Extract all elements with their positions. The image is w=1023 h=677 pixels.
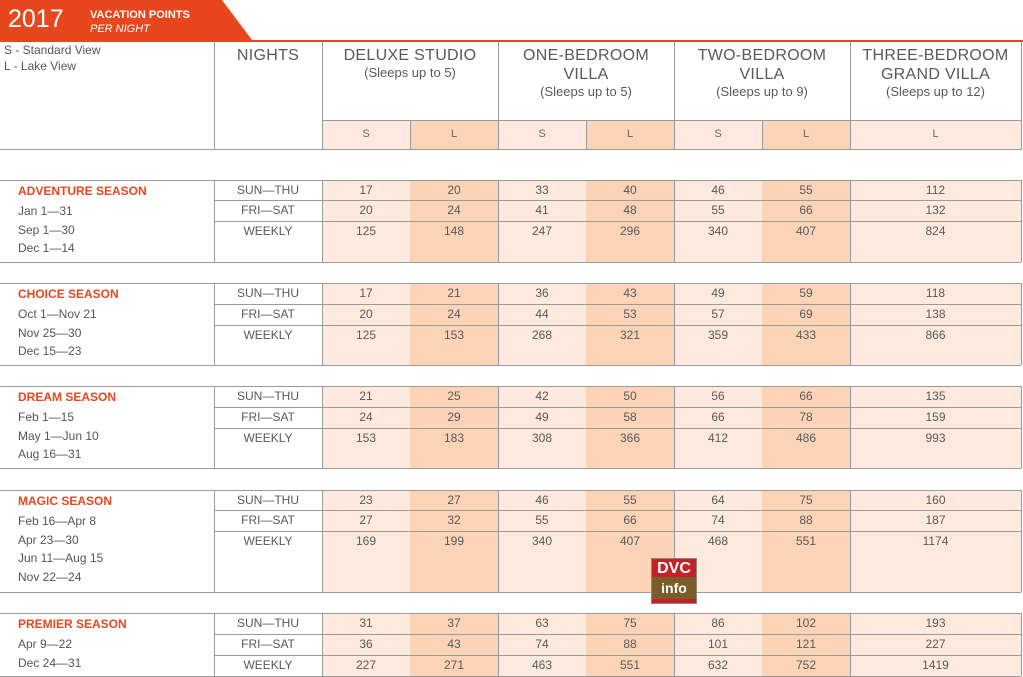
points-value: 24	[359, 410, 373, 424]
grid-hline	[0, 283, 1021, 284]
grid-hline	[0, 365, 1021, 366]
points-value: 55	[623, 493, 637, 507]
view-code: L	[450, 128, 458, 140]
grid-hline	[0, 592, 1021, 593]
points-value: 24	[447, 307, 461, 321]
grid-hline	[214, 407, 1021, 408]
points-value: 44	[535, 307, 549, 321]
points-value: 59	[799, 286, 813, 300]
points-value: 57	[711, 307, 725, 321]
grid-hline	[322, 120, 1021, 121]
view-code: S	[714, 128, 722, 140]
points-value: 101	[707, 637, 729, 651]
grid-hline	[0, 386, 1021, 387]
grid-vline	[1021, 283, 1022, 365]
points-value: 66	[711, 410, 725, 424]
points-value: 36	[535, 286, 549, 300]
points-value: 41	[535, 203, 549, 217]
points-value: 551	[619, 658, 641, 672]
points-value: 24	[447, 203, 461, 217]
points-value: 468	[707, 534, 729, 548]
badge-year: 2017	[8, 5, 64, 33]
grid-vline	[410, 120, 411, 150]
view-code: L	[802, 128, 810, 140]
points-value: 31	[359, 616, 373, 630]
points-value: 153	[443, 328, 465, 342]
points-value: 125	[355, 328, 377, 342]
season-date: Dec 15—23	[18, 344, 82, 358]
badge-title: VACATION POINTS	[90, 9, 190, 21]
points-value: 46	[711, 183, 725, 197]
grid-hline	[214, 200, 1021, 201]
points-value: 49	[711, 286, 725, 300]
column-title: TWO-BEDROOM	[697, 47, 827, 64]
points-value: 66	[799, 389, 813, 403]
column-sleeps: (Sleeps up to 5)	[540, 84, 632, 99]
grid-hline	[214, 510, 1021, 511]
points-value: 40	[623, 183, 637, 197]
points-value: 340	[531, 534, 553, 548]
points-value: 66	[799, 203, 813, 217]
grid-hline	[214, 221, 1021, 222]
points-value: 1174	[922, 534, 949, 548]
grid-hline	[0, 490, 1021, 491]
dvcinfo-logo	[651, 558, 697, 604]
nights-header: NIGHTS	[236, 47, 300, 64]
column-title-line2: VILLA	[739, 66, 785, 83]
season-date: Feb 16—Apr 8	[18, 514, 97, 528]
points-value: 56	[711, 389, 725, 403]
season-date: Aug 16—31	[18, 447, 82, 461]
points-value: 199	[443, 534, 465, 548]
points-value: 268	[531, 328, 553, 342]
grid-vline	[850, 42, 851, 150]
points-value: 86	[711, 616, 725, 630]
points-value: 159	[925, 410, 946, 424]
points-value: 21	[359, 389, 373, 403]
season-date: Apr 23—30	[18, 532, 79, 547]
points-value: 321	[619, 328, 641, 342]
grid-vline	[762, 120, 763, 150]
column-title: THREE-BEDROOM	[862, 47, 1009, 64]
logo-text-bottom: info	[661, 580, 687, 596]
points-value: 74	[711, 513, 725, 527]
grid-vline	[1021, 613, 1022, 676]
season-name: MAGIC SEASON	[18, 494, 113, 508]
logo-text-top: DVC	[657, 560, 691, 577]
grid-hline	[214, 531, 1021, 532]
view-code: L	[626, 128, 634, 140]
points-value: 46	[535, 493, 549, 507]
points-value: 632	[707, 658, 729, 672]
points-value: 27	[447, 493, 461, 507]
season-date: Sep 1—30	[18, 222, 75, 237]
column-sleeps: (Sleeps up to 5)	[364, 65, 456, 80]
season-name: CHOICE SEASON	[18, 287, 119, 301]
grid-hline	[214, 325, 1021, 326]
points-value: 37	[447, 616, 461, 630]
grid-hline	[0, 468, 1021, 469]
points-value: 193	[925, 616, 946, 630]
points-value: 138	[925, 307, 946, 321]
grid-vline	[1021, 180, 1022, 262]
points-value: 78	[799, 410, 813, 424]
grid-vline	[498, 42, 499, 150]
points-value: 125	[355, 224, 377, 238]
nights-label: WEEKLY	[243, 328, 293, 342]
points-value: 227	[925, 637, 946, 651]
season-date: Nov 25—30	[18, 325, 82, 340]
view-code: L	[932, 128, 939, 140]
column-sleeps: (Sleeps up to 9)	[716, 84, 808, 99]
points-value: 160	[925, 493, 946, 507]
grid-vline	[1021, 490, 1022, 592]
points-value: 183	[443, 431, 465, 445]
nights-label: FRI—SAT	[241, 513, 295, 527]
points-value: 752	[795, 658, 817, 672]
season-date: Nov 22—24	[18, 569, 82, 584]
points-value: 296	[619, 224, 641, 238]
view-code: S	[538, 128, 546, 140]
points-value: 366	[619, 431, 641, 445]
grid-hline	[214, 304, 1021, 305]
points-value: 33	[535, 183, 549, 197]
header-badge	[0, 0, 252, 40]
grid-vline	[674, 42, 675, 150]
points-value: 21	[447, 286, 461, 300]
nights-label: SUN—THU	[237, 183, 299, 197]
nights-label: SUN—THU	[237, 616, 299, 630]
points-value: 17	[359, 183, 373, 197]
header-rule	[0, 40, 1023, 42]
points-value: 407	[619, 534, 641, 548]
points-value: 50	[623, 389, 637, 403]
points-value: 64	[711, 493, 725, 507]
points-value: 132	[925, 203, 946, 217]
season-name: ADVENTURE SEASON	[18, 184, 147, 198]
points-value: 23	[359, 493, 373, 507]
season-date: Apr 9—22	[18, 637, 73, 651]
points-value: 43	[447, 637, 461, 651]
season-date: May 1—Jun 10	[18, 428, 99, 443]
grid-hline	[0, 262, 1021, 263]
points-value: 187	[925, 513, 946, 527]
grid-hline	[214, 655, 1021, 656]
season-date: Dec 1—14	[18, 241, 75, 255]
points-value: 36	[359, 637, 373, 651]
grid-vline	[322, 42, 323, 150]
nights-label: SUN—THU	[237, 389, 299, 403]
nights-label: FRI—SAT	[241, 307, 295, 321]
season-name: DREAM SEASON	[18, 390, 117, 404]
season-name: PREMIER SEASON	[18, 617, 127, 631]
points-value: 88	[799, 513, 813, 527]
points-value: 88	[623, 637, 637, 651]
points-value: 153	[355, 431, 377, 445]
points-value: 20	[447, 183, 461, 197]
points-value: 32	[447, 513, 461, 527]
points-value: 866	[925, 328, 946, 342]
points-value: 340	[707, 224, 729, 238]
points-value: 271	[443, 658, 465, 672]
view-code: S	[362, 128, 370, 140]
nights-label: FRI—SAT	[241, 637, 295, 651]
grid-hline	[0, 149, 1021, 150]
points-value: 102	[795, 616, 817, 630]
column-title: ONE-BEDROOM	[523, 47, 649, 64]
column-sleeps: (Sleeps up to 12)	[885, 84, 985, 99]
nights-label: FRI—SAT	[241, 410, 295, 424]
points-value: 227	[355, 658, 377, 672]
points-value: 48	[623, 203, 637, 217]
season-date: Jan 1—31	[18, 204, 73, 218]
points-value: 29	[447, 410, 461, 424]
points-value: 486	[795, 431, 817, 445]
grid-hline	[0, 180, 1021, 181]
nights-label: SUN—THU	[237, 286, 299, 300]
points-value: 49	[535, 410, 549, 424]
points-value: 824	[925, 224, 946, 238]
legend-standard: S - Standard View	[4, 43, 101, 57]
points-value: 42	[535, 389, 549, 403]
points-value: 135	[925, 389, 946, 403]
points-value: 247	[531, 224, 553, 238]
legend-lake: L - Lake View	[4, 59, 77, 73]
points-value: 112	[925, 183, 946, 197]
nights-label: WEEKLY	[243, 431, 293, 445]
points-value: 75	[623, 616, 637, 630]
points-value: 412	[707, 431, 729, 445]
badge-subtitle: PER NIGHT	[90, 23, 150, 35]
points-value: 121	[795, 637, 817, 651]
column-title: DELUXE STUDIO	[343, 47, 477, 64]
points-value: 74	[535, 637, 549, 651]
points-value: 169	[355, 534, 377, 548]
column-title-line2: VILLA	[563, 66, 609, 83]
points-value: 27	[359, 513, 373, 527]
nights-label: WEEKLY	[243, 224, 293, 238]
grid-vline	[214, 42, 215, 150]
points-value: 55	[799, 183, 813, 197]
points-value: 551	[795, 534, 817, 548]
points-value: 1419	[922, 658, 949, 672]
column-title-line2: GRAND VILLA	[880, 66, 991, 83]
nights-label: SUN—THU	[237, 493, 299, 507]
points-value: 407	[795, 224, 817, 238]
points-value: 993	[925, 431, 946, 445]
points-value: 148	[443, 224, 465, 238]
points-value: 20	[359, 203, 373, 217]
points-value: 55	[711, 203, 725, 217]
season-date: Oct 1—Nov 21	[18, 307, 97, 321]
grid-hline	[0, 613, 1021, 614]
points-value: 17	[359, 286, 373, 300]
season-date: Feb 1—15	[18, 410, 75, 424]
points-value: 359	[707, 328, 729, 342]
points-value: 463	[531, 658, 553, 672]
grid-hline	[214, 428, 1021, 429]
points-value: 53	[623, 307, 637, 321]
points-value: 75	[799, 493, 813, 507]
points-value: 55	[535, 513, 549, 527]
points-value: 69	[799, 307, 813, 321]
grid-vline	[1021, 386, 1022, 468]
points-value: 308	[531, 431, 553, 445]
points-value: 25	[447, 389, 461, 403]
season-date: Dec 24—31	[18, 655, 82, 670]
grid-hline	[214, 634, 1021, 635]
points-value: 20	[359, 307, 373, 321]
grid-vline	[1021, 42, 1022, 150]
grid-vline	[586, 120, 587, 150]
nights-label: WEEKLY	[243, 658, 293, 672]
points-value: 118	[925, 286, 946, 300]
points-value: 63	[535, 616, 549, 630]
nights-label: WEEKLY	[243, 534, 293, 548]
points-value: 43	[623, 286, 637, 300]
season-date: Jun 11—Aug 15	[18, 551, 104, 565]
nights-label: FRI—SAT	[241, 203, 295, 217]
points-value: 66	[623, 513, 637, 527]
points-value: 58	[623, 410, 637, 424]
points-value: 433	[795, 328, 817, 342]
